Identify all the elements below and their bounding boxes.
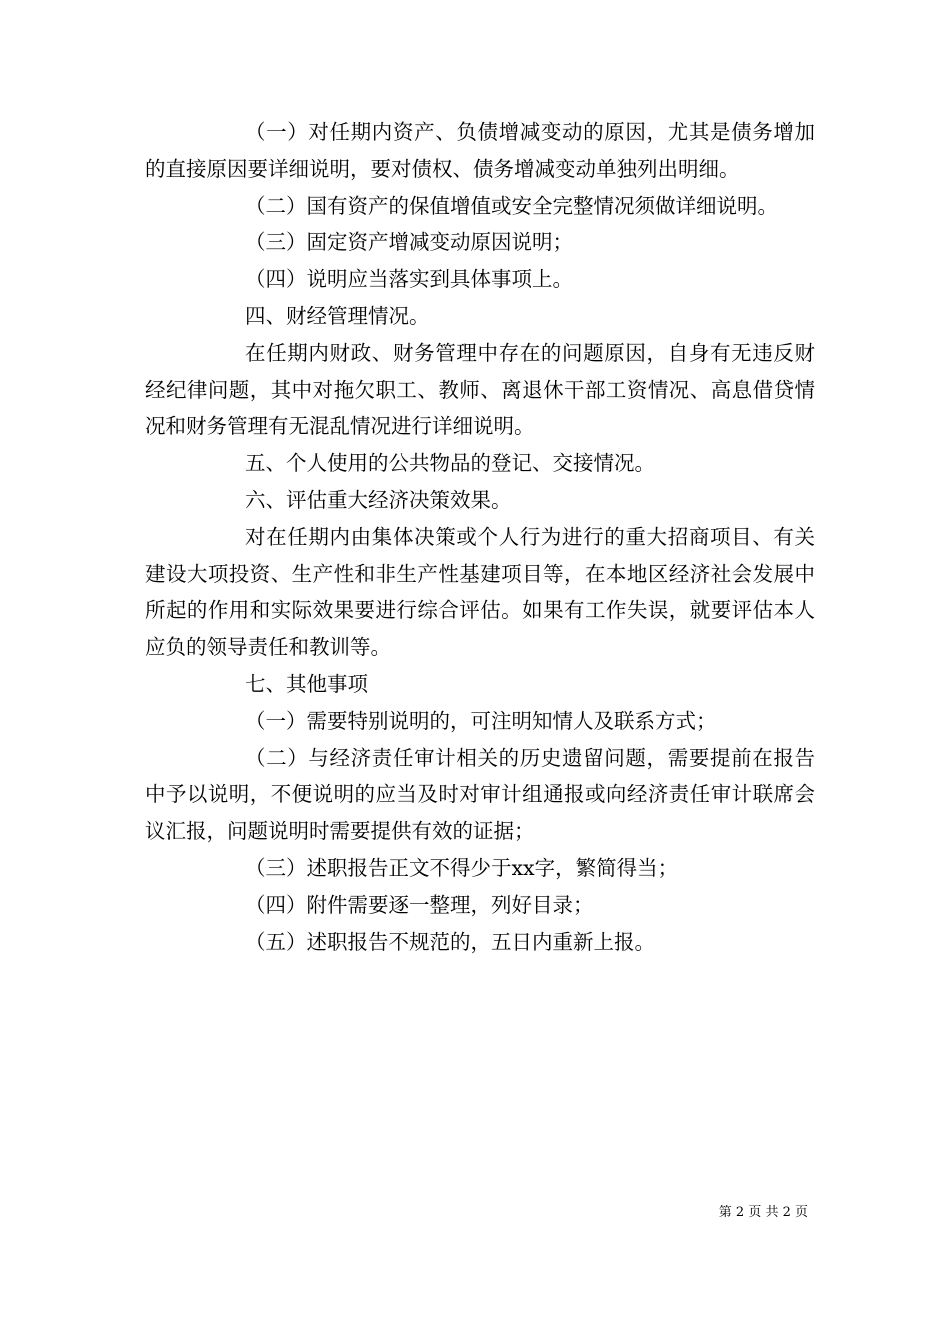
- paragraph-6: 在任期内财政、财务管理中存在的问题原因，自身有无违反财经纪律问题，其中对拖欠职工、教师、离退休干部工资情况、高息借贷情况和财务管理有无混乱情况进行详细说明。: [145, 340, 815, 439]
- paragraph-15: （五）述职报告不规范的，五日内重新上报。: [245, 929, 655, 954]
- section-heading-5: 五、个人使用的公共物品的登记、交接情况。: [245, 451, 655, 476]
- document-body: [145, 114, 815, 960]
- paragraph-1: （一）对任期内资产、负债增减变动的原因，尤其是债务增加的直接原因要详细说明，要对债权、债务增减变动单独列出明细。: [145, 120, 815, 181]
- paragraph-13: （三）述职报告正文不得少于xx字，繁简得当；: [245, 855, 679, 880]
- paragraph-11: （一）需要特别说明的，可注明知情人及联系方式；: [245, 708, 717, 733]
- paragraph-4: （四）说明应当落实到具体事项上。: [245, 267, 573, 292]
- paragraph-12: （二）与经济责任审计相关的历史遗留问题，需要提前在报告中予以说明，不便说明的应当及时对审计组通报或向经济责任审计联席会议汇报，问题说明时需要提供有效的证据；: [145, 745, 815, 844]
- section-heading-4: 四、财经管理情况。: [245, 303, 430, 328]
- section-heading-6: 六、评估重大经济决策效果。: [245, 487, 512, 512]
- paragraph-14: （四）附件需要逐一整理，列好目录；: [245, 892, 594, 917]
- paragraph-9: 对在任期内由集体决策或个人行为进行的重大招商项目、有关建设大项投资、生产性和非生产性基建项目等，在本地区经济社会发展中所起的作用和实际效果要进行综合评估。如果有工作失误，就要评估本人应负的领导责任和教训等。: [145, 524, 815, 660]
- paragraph-2: （二）国有资产的保值增值或安全完整情况须做详细说明。: [245, 193, 778, 218]
- page-number-footer: 第 2 页 共 2 页: [718, 1205, 808, 1220]
- paragraph-3: （三）固定资产增减变动原因说明；: [245, 230, 573, 255]
- section-heading-7: 七、其他事项: [245, 671, 368, 696]
